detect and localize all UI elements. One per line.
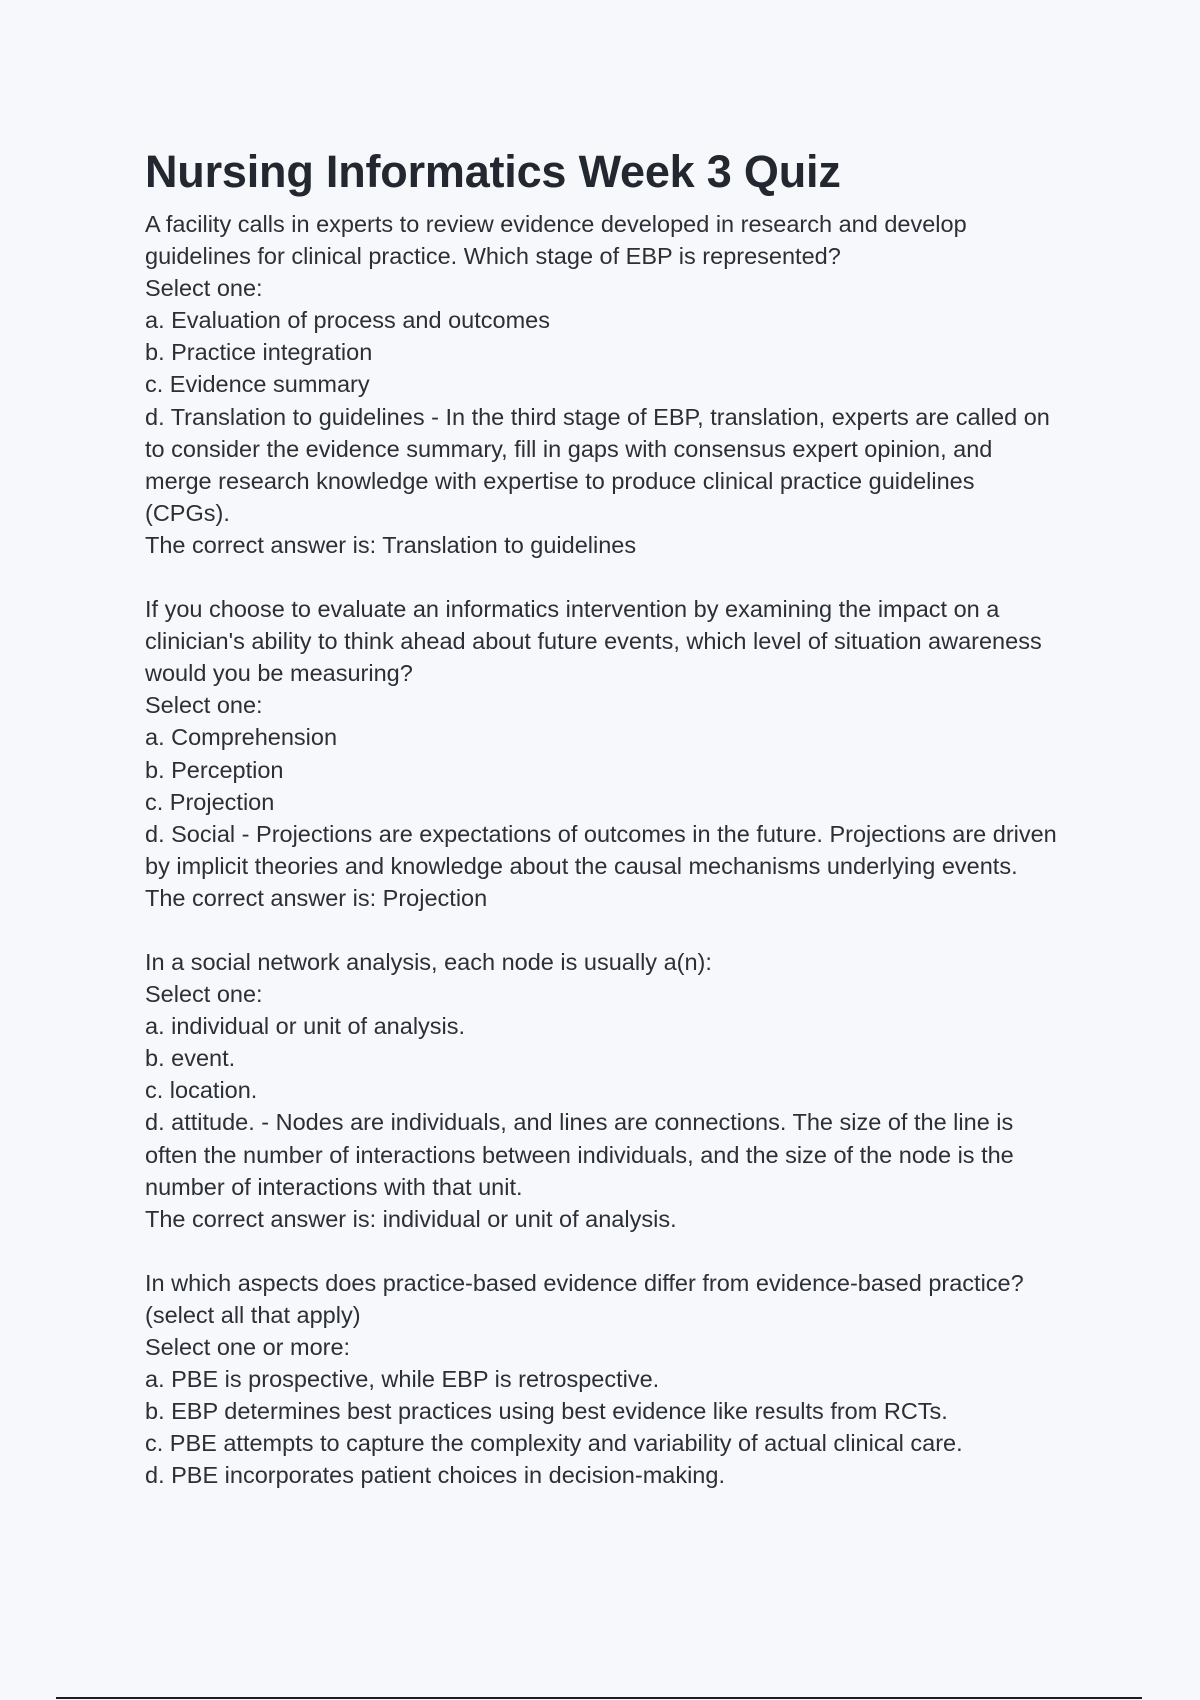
option-c: c. Projection <box>145 788 275 815</box>
question-prompt: If you choose to evaluate an informatics intervention by examining the impact on a clinician's ability to think ahead about future events, which level of situation awareness would you be measuring? <box>145 596 1042 687</box>
question-instruction: Select one: <box>145 275 263 302</box>
correct-answer: The correct answer is: Translation to guidelines <box>145 531 637 558</box>
question-instruction: Select one or more: <box>145 1334 351 1360</box>
question-instruction: Select one: <box>145 692 263 719</box>
option-d: d. Translation to guidelines - In the third stage of EBP, translation, experts are called on to consider the evidence summary, fill in gaps with consensus expert opinion, and merge research knowledge with expertise to produce clinical practice guidelines (CPGs). <box>145 403 1050 526</box>
option-d: d. Social - Projections are expectations of outcomes in the future. Projections are driven by implicit theories and knowledge about the causal mechanisms underlying events. <box>145 820 1057 879</box>
option-d: d. PBE incorporates patient choices in decision-making. <box>145 1462 725 1489</box>
option-a: a. Evaluation of process and outcomes <box>145 307 550 334</box>
option-c: c. Evidence summary <box>145 371 370 398</box>
option-c: c. PBE attempts to capture the complexity and variability of actual clinical care. <box>145 1430 963 1457</box>
question-1 <box>145 208 1060 561</box>
question-3 <box>145 946 1060 1235</box>
option-b: b. Practice integration <box>145 339 373 366</box>
question-prompt: A facility calls in experts to review evidence developed in research and develop guidelines for clinical practice. Which stage of EBP is represented? <box>145 211 967 270</box>
question-prompt: In which aspects does practice-based evidence differ from evidence-based practice? (select all that apply) <box>145 1269 1024 1328</box>
option-b: b. event. <box>145 1045 236 1072</box>
option-d: d. attitude. - Nodes are individuals, and lines are connections. The size of the line is often the number of interactions between individuals, and the size of the node is the number of interactions with that unit. <box>145 1109 1014 1200</box>
correct-answer: The correct answer is: Projection <box>145 884 488 911</box>
option-b: b. EBP determines best practices using best evidence like results from RCTs. <box>145 1398 948 1425</box>
option-a: a. individual or unit of analysis. <box>145 1013 466 1040</box>
page-divider <box>56 1697 1142 1699</box>
question-prompt: In a social network analysis, each node is usually a(n): <box>145 948 712 975</box>
option-b: b. Perception <box>145 756 284 783</box>
question-instruction: Select one: <box>145 981 263 1008</box>
correct-answer: The correct answer is: individual or unit of analysis. <box>145 1205 677 1232</box>
question-2 <box>145 593 1060 914</box>
question-4 <box>145 1267 1060 1492</box>
option-c: c. location. <box>145 1077 258 1104</box>
option-a: a. Comprehension <box>145 724 338 751</box>
option-a: a. PBE is prospective, while EBP is retrospective. <box>145 1366 660 1393</box>
page-title: Nursing Informatics Week 3 Quiz <box>145 146 841 197</box>
